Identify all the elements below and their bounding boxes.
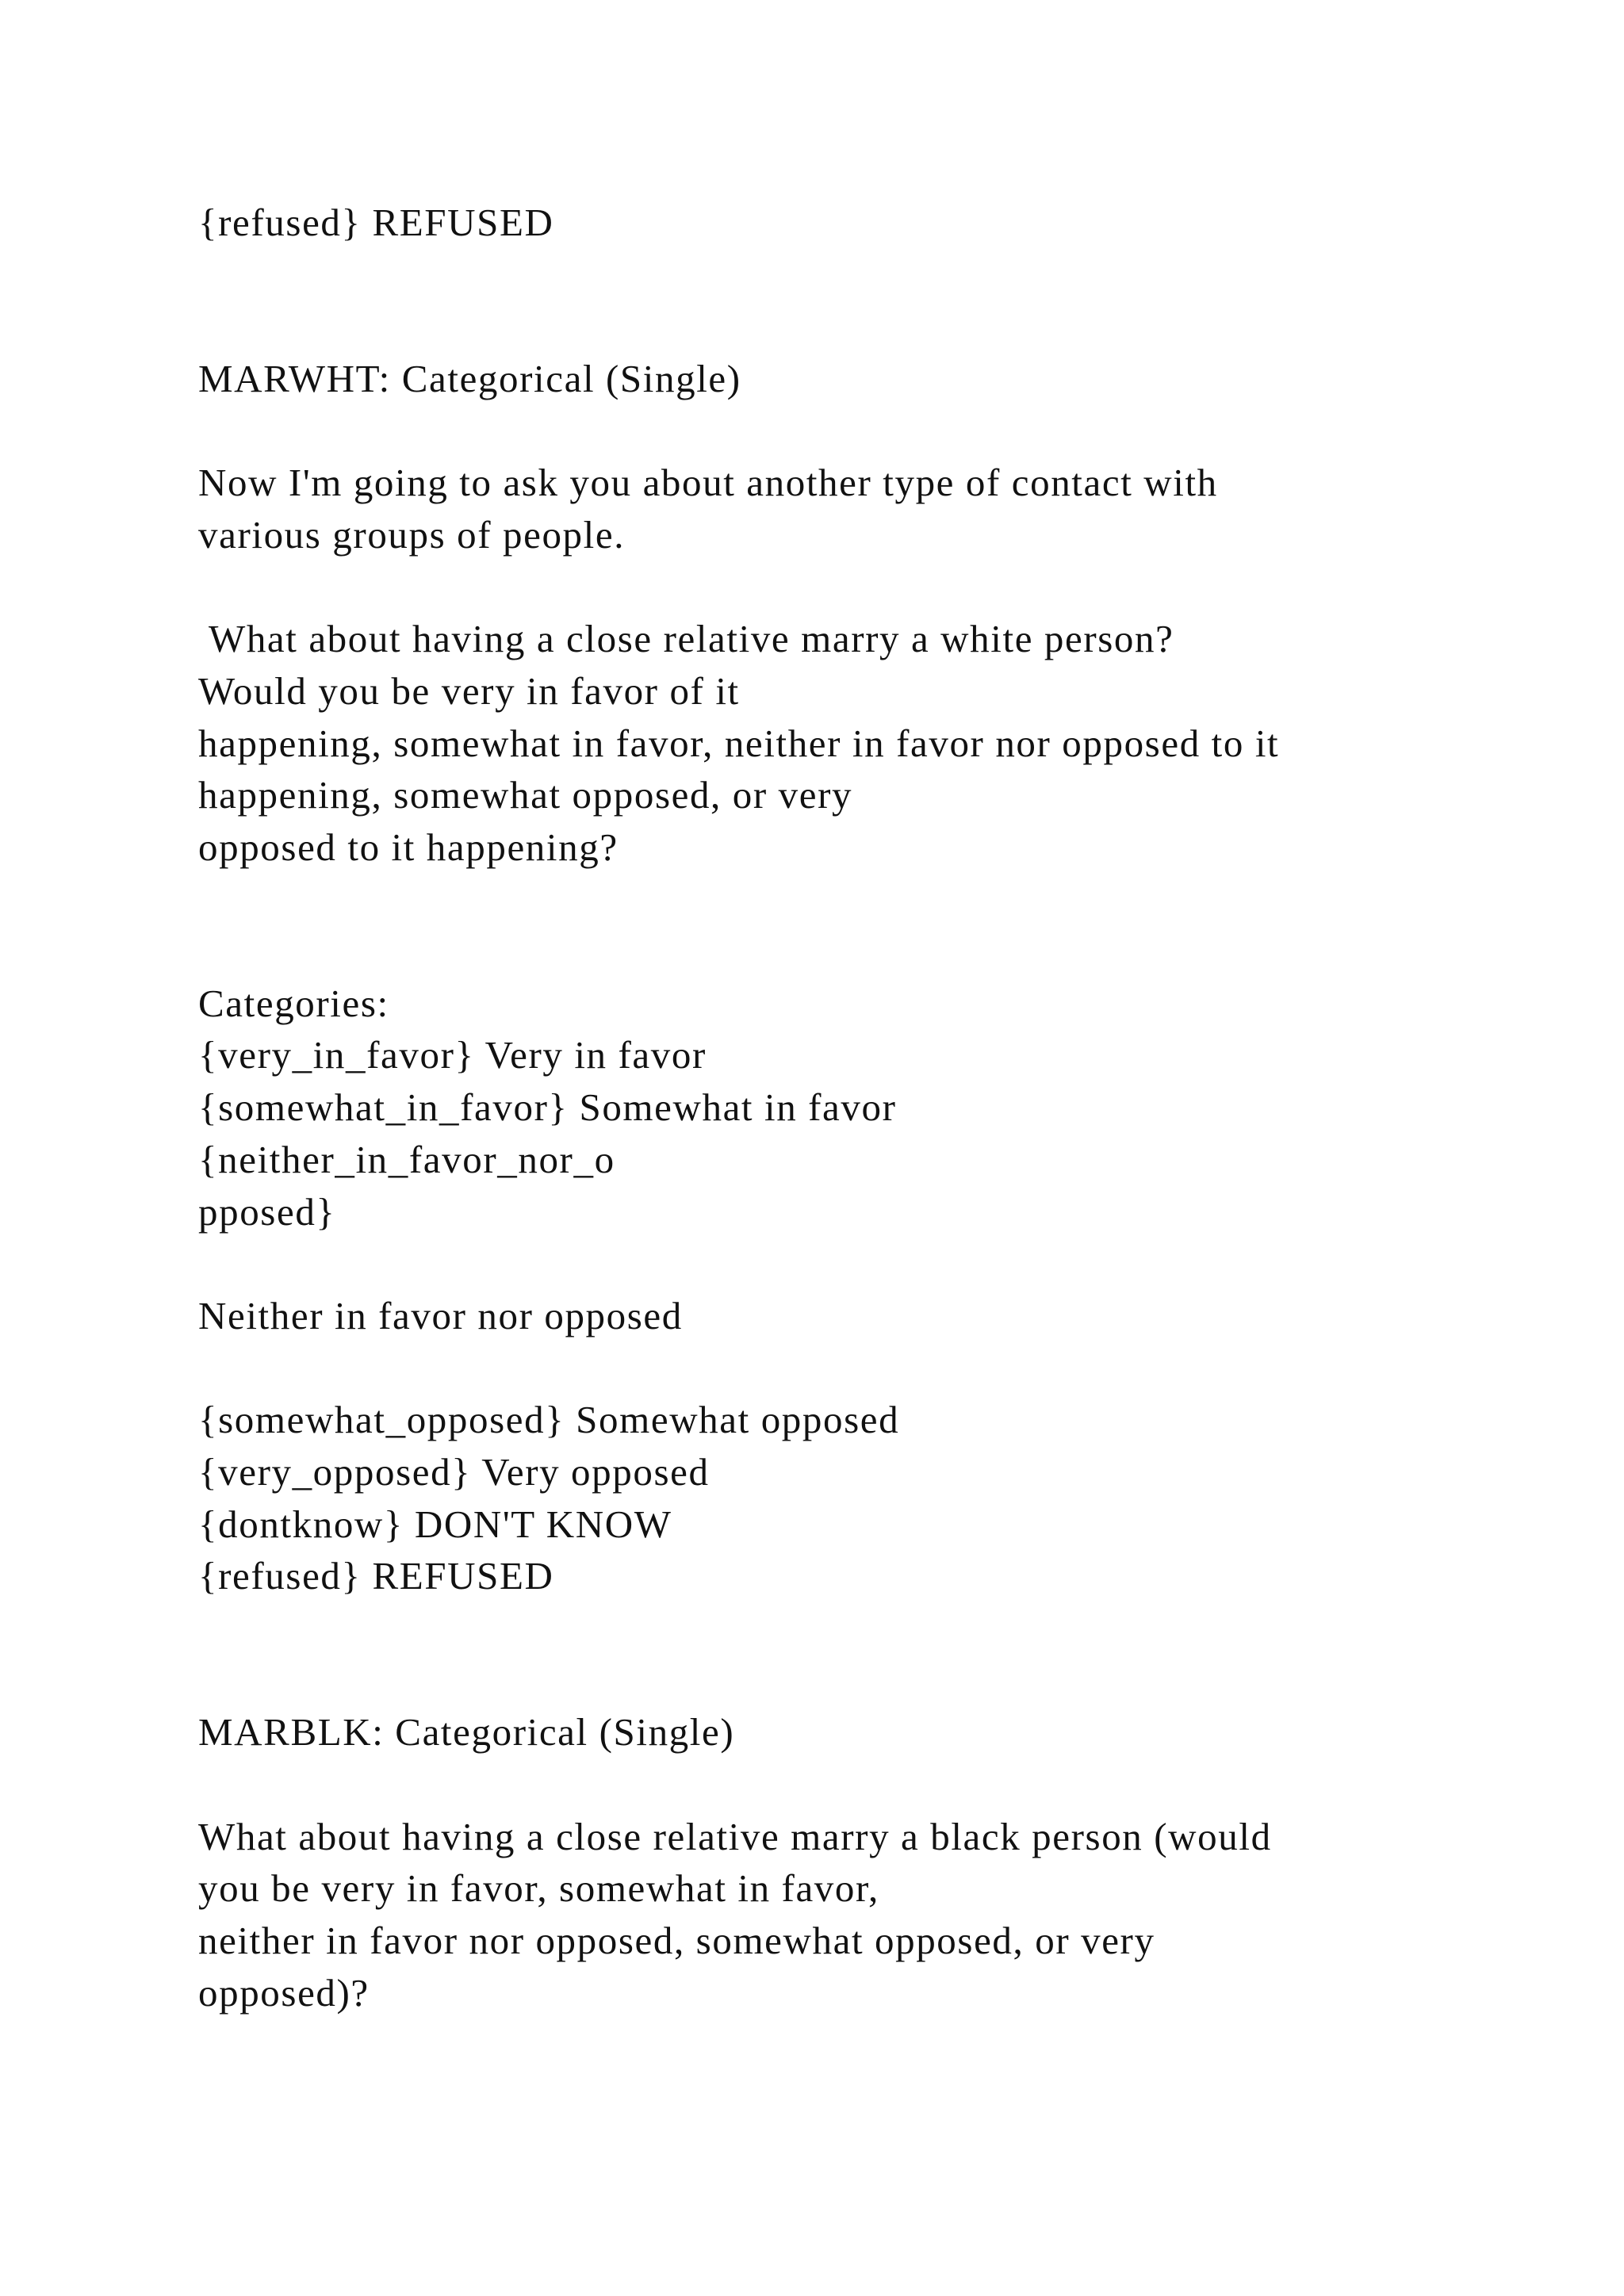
marwht-question-line: Would you be very in favor of it	[198, 669, 740, 713]
marwht-question-line: What about having a close relative marry a white person?	[198, 617, 1174, 660]
category-line: {refused} REFUSED	[198, 1554, 554, 1598]
category-line: {dontknow} DON'T KNOW	[198, 1502, 672, 1546]
categories-label: Categories:	[198, 982, 389, 1025]
category-line: {very_opposed} Very opposed	[198, 1450, 710, 1494]
marwht-heading: MARWHT: Categorical (Single)	[198, 357, 741, 400]
category-line: {somewhat_opposed} Somewhat opposed	[198, 1398, 900, 1441]
category-line: pposed}	[198, 1190, 336, 1234]
refused-category-line: {refused} REFUSED	[198, 201, 554, 244]
marblk-question-line: neither in favor nor opposed, somewhat opposed, or very	[198, 1919, 1155, 1962]
marblk-question-line: What about having a close relative marry a black person (would	[198, 1815, 1272, 1858]
marwht-question-line: happening, somewhat opposed, or very	[198, 773, 853, 817]
marwht-intro-line: Now I'm going to ask you about another type of contact with	[198, 461, 1218, 504]
category-line: {very_in_favor} Very in favor	[198, 1033, 707, 1077]
neither-category-label: Neither in favor nor opposed	[198, 1294, 683, 1337]
marwht-question-line: opposed to it happening?	[198, 825, 619, 869]
marblk-heading: MARBLK: Categorical (Single)	[198, 1710, 735, 1754]
marwht-intro-line: various groups of people.	[198, 513, 626, 557]
category-line: {neither_in_favor_nor_o	[198, 1138, 615, 1181]
category-line: {somewhat_in_favor} Somewhat in favor	[198, 1085, 897, 1129]
marblk-question-line: you be very in favor, somewhat in favor,	[198, 1866, 879, 1910]
marwht-question-line: happening, somewhat in favor, neither in favor nor opposed to it	[198, 721, 1280, 765]
marblk-question-line: opposed)?	[198, 1971, 370, 2015]
